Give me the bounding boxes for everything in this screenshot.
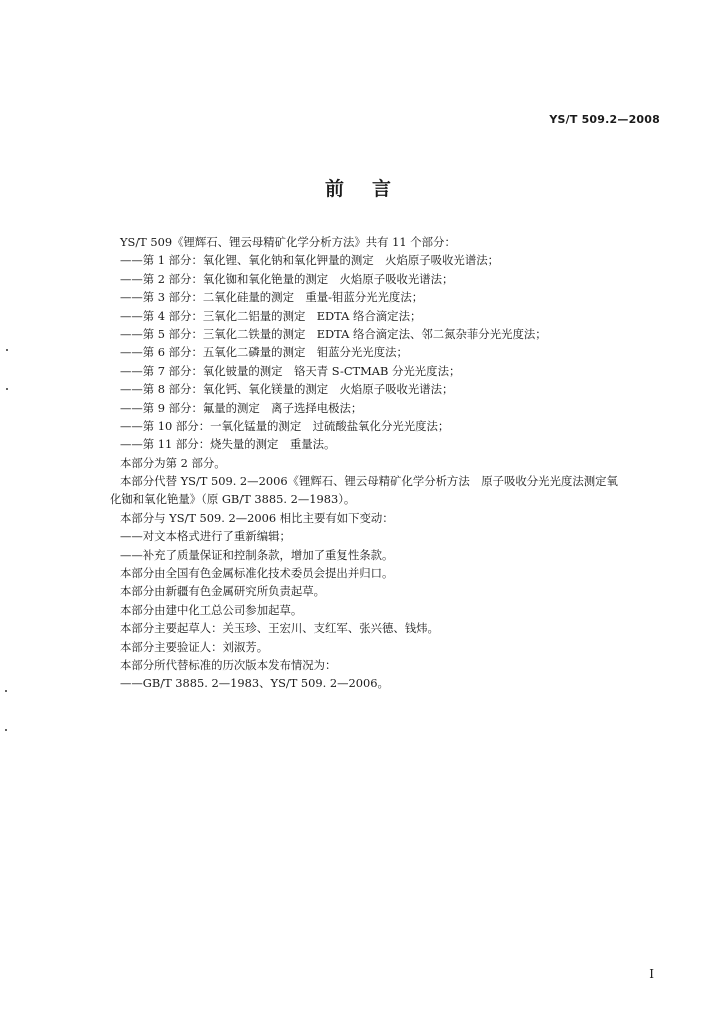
part-5: ——第 5 部分：三氧化二铁量的测定 EDTA 络合滴定法、邻二氮杂菲分光光度法； bbox=[120, 326, 547, 341]
part-10: ——第 10 部分：一氧化锰量的测定 过硫酸盐氧化分光光度法； bbox=[120, 418, 450, 433]
participated-line: 本部分由建中化工总公司参加起草。 bbox=[120, 602, 303, 617]
change-1: ——对文本格式进行了重新编辑； bbox=[120, 529, 291, 544]
scan-speck bbox=[5, 690, 7, 692]
part-8: ——第 8 部分：氧化钙、氧化镁量的测定 火焰原子吸收光谱法； bbox=[120, 382, 454, 397]
drafted-by-line: 本部分由新疆有色金属研究所负责起草。 bbox=[120, 584, 326, 599]
part-4: ——第 4 部分：三氧化二铝量的测定 EDTA 络合滴定法； bbox=[120, 308, 422, 323]
drafters-line: 本部分主要起草人：关玉珍、王宏川、支红军、张兴德、钱炜。 bbox=[120, 621, 439, 636]
history-intro: 本部分所代替标准的历次版本发布情况为： bbox=[120, 657, 337, 672]
scan-speck bbox=[6, 349, 8, 351]
this-part-line: 本部分为第 2 部分。 bbox=[120, 455, 226, 470]
part-6: ——第 6 部分：五氧化二磷量的测定 钼蓝分光光度法； bbox=[120, 345, 408, 360]
part-7: ——第 7 部分：氧化铍量的测定 铬天青 S-CTMAB 分光光度法； bbox=[120, 363, 461, 378]
change-2: ——补充了质量保证和控制条款，增加了重复性条款。 bbox=[120, 547, 394, 562]
standard-code: YS/T 509.2—2008 bbox=[549, 113, 660, 126]
proposed-by-line: 本部分由全国有色金属标准化技术委员会提出并归口。 bbox=[120, 566, 394, 581]
part-1: ——第 1 部分：氧化锂、氧化钠和氧化钾量的测定 火焰原子吸收光谱法； bbox=[120, 253, 499, 268]
replaces-line-2: 化铷和氧化铯量》（原 GB/T 3885. 2—1983）。 bbox=[110, 492, 356, 507]
intro-line: YS/T 509《锂辉石、锂云母精矿化学分析方法》共有 11 个部分： bbox=[120, 235, 456, 249]
scan-speck bbox=[5, 729, 7, 731]
part-11: ——第 11 部分：烧失量的测定 重量法。 bbox=[120, 437, 336, 452]
scan-speck bbox=[6, 388, 8, 390]
part-2: ——第 2 部分：氧化铷和氧化铯量的测定 火焰原子吸收光谱法； bbox=[120, 271, 454, 286]
page-title: 前言 bbox=[324, 178, 419, 200]
page-number: I bbox=[649, 967, 654, 981]
replaces-paragraph bbox=[110, 472, 668, 509]
replaces-line-1: 本部分代替 YS/T 509. 2—2006《锂辉石、锂云母精矿化学分析方法 原子吸收分光光度法测定氧 bbox=[120, 474, 618, 489]
changes-intro: 本部分与 YS/T 509. 2—2006 相比主要有如下变动： bbox=[120, 510, 394, 525]
part-9: ——第 9 部分：氟量的测定 离子选择电极法； bbox=[120, 400, 363, 415]
part-3: ——第 3 部分：二氧化硅量的测定 重量-钼蓝分光光度法； bbox=[120, 290, 424, 305]
history-line: ——GB/T 3885. 2—1983、YS/T 509. 2—2006。 bbox=[120, 676, 389, 691]
verifier-line: 本部分主要验证人：刘淑芳。 bbox=[120, 639, 269, 654]
foreword-body bbox=[110, 233, 668, 693]
